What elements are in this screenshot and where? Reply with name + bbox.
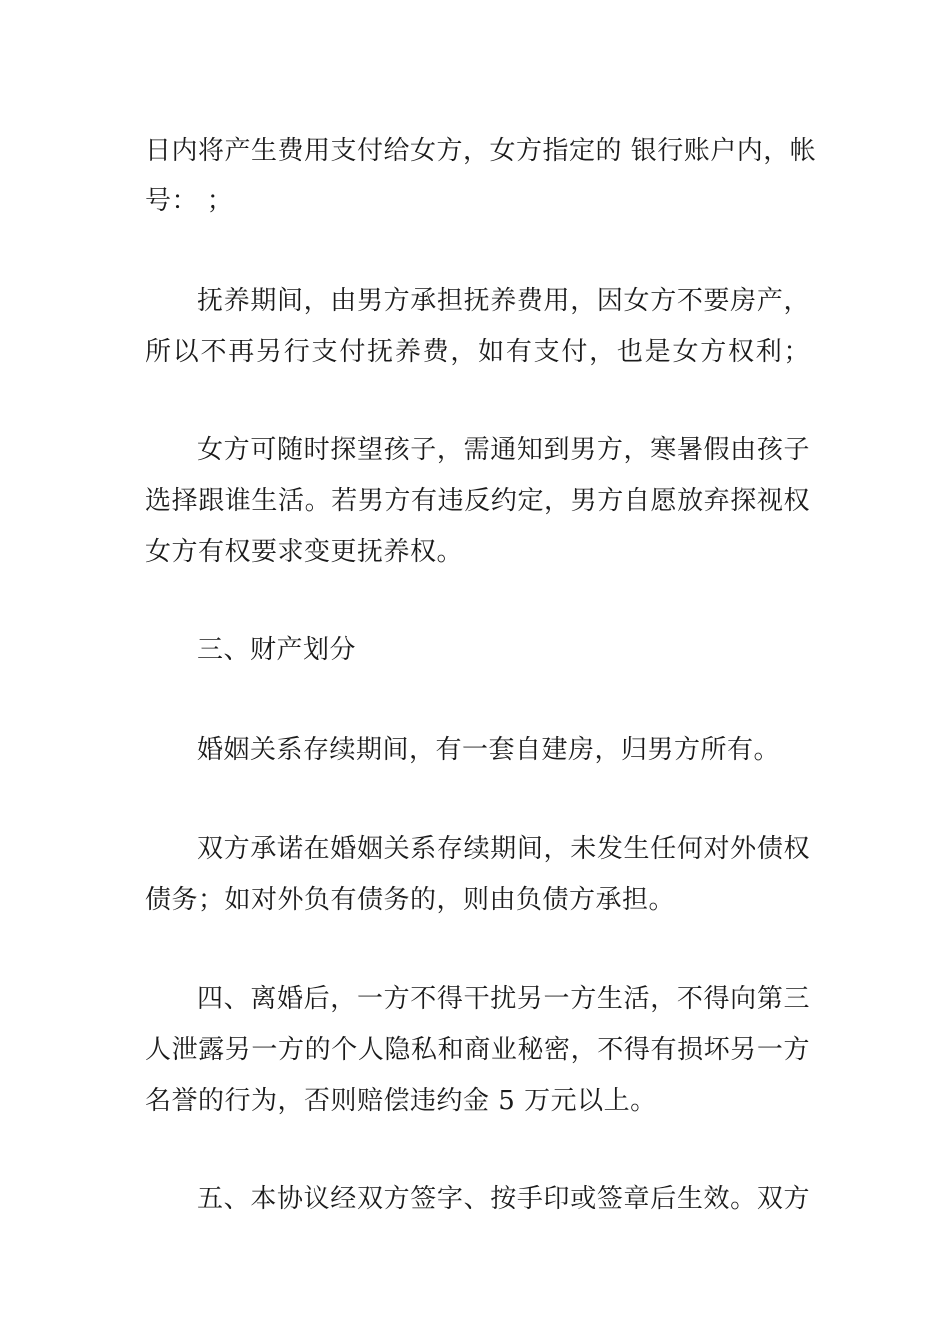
- paragraph-line: 双方承诺在婚姻关系存续期间，未发生任何对外债权: [197, 834, 810, 864]
- text-line: 女方有权要求变更抚养权。: [145, 537, 464, 567]
- paragraph-line: 抚养期间，由男方承担抚养费用，因女方不要房产，: [197, 286, 810, 316]
- text-line: 债务；如对外负有债务的，则由负债方承担。: [145, 885, 676, 915]
- text-line: 所以不再另行支付抚养费，如有支付，也是女方权利；: [145, 337, 810, 367]
- paragraph-line: 婚姻关系存续期间，有一套自建房，归男方所有。: [197, 735, 781, 765]
- text-line: 号： ；: [145, 186, 234, 216]
- text-line: 选择跟谁生活。若男方有违反约定，男方自愿放弃探视权: [145, 486, 810, 516]
- text-line: 日内将产生费用支付给女方，女方指定的 银行账户内，帐: [145, 136, 817, 166]
- section-heading: 三、财产划分: [197, 635, 357, 665]
- paragraph-line: 四、离婚后，一方不得干扰另一方生活，不得向第三: [197, 984, 810, 1014]
- text-line: 名誉的行为，否则赔偿违约金 5 万元以上。: [145, 1086, 657, 1116]
- paragraph-line: 五、本协议经双方签字、按手印或签章后生效。双方: [197, 1184, 810, 1214]
- text-line: 人泄露另一方的个人隐私和商业秘密，不得有损坏另一方: [145, 1035, 810, 1065]
- paragraph-line: 女方可随时探望孩子，需通知到男方，寒暑假由孩子: [197, 435, 810, 465]
